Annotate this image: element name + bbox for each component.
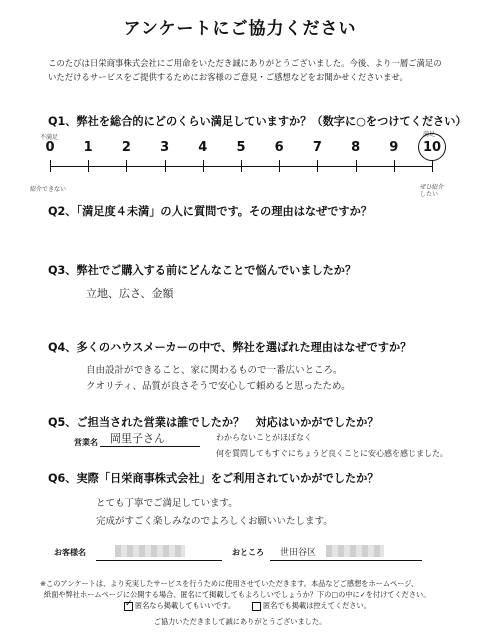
consent-no-label: 匿名でも掲載は控えてください。	[263, 601, 371, 610]
scale-number-1[interactable]: 1	[83, 140, 93, 155]
footer-note-1: ※このアンケートは、より充実したサービスを行うために使用させていただきます。本品などご感想をホームページ、	[40, 579, 419, 588]
q4-answer-2: クオリティ、品質が良さそうで安心して頼めると思ったため。	[86, 381, 351, 392]
footer-note-2: 紙面や弊社ホームページに公開する場合、匿名にて掲載してもよろしいでしょうか？下の□の中に✓を付けてください。	[44, 590, 431, 599]
thanks-text: ご協力いただきまして誠にありがとうございました。	[153, 617, 327, 626]
consent-no-checkbox[interactable]	[252, 602, 261, 611]
scale-tick	[432, 160, 433, 172]
q5-answer-1: わからないことがほぼなく	[216, 433, 312, 442]
sales-name-value: 岡里子さん	[110, 432, 165, 445]
scale-left-top: 不満足	[40, 134, 59, 141]
q1-label: Q1、弊社を総合的にどのくらい満足していますか？（数字に○をつけてください）	[48, 115, 467, 128]
q3-label: Q3、弊社でご購入する前にどんなことで悩んでいましたか？	[48, 264, 357, 277]
address-underline	[270, 560, 422, 561]
scale-line	[50, 166, 432, 167]
q4-label: Q4、多くのハウスメーカーの中で、弊社を選ばれた理由はなぜですか？	[48, 341, 412, 354]
customer-name-label: お客様名	[54, 548, 86, 557]
scale-number-9[interactable]: 9	[389, 140, 399, 155]
consent-yes-option[interactable]	[124, 598, 236, 611]
scale-left-bottom: 紹介できない	[30, 186, 67, 193]
sales-name-label: 営業名	[74, 438, 98, 447]
consent-yes-checkbox[interactable]: ✓	[125, 598, 133, 609]
intro-text: このたびは日栄商事株式会社にご用命をいただき誠にありがとうございました。今後、より一層ご満足のいただけるサービスをご提供するためにお客様のご意見・ご感想などをお聞かせくださいませ。	[48, 58, 442, 82]
scale-number-5[interactable]: 5	[236, 140, 246, 155]
scale-number-2[interactable]: 2	[121, 140, 131, 155]
q5-answer-2: 何を質問してもすぐにちょうど良くことに安心感を感じました。	[216, 449, 448, 458]
scale-number-8[interactable]: 8	[351, 140, 361, 155]
consent-no-option[interactable]	[252, 601, 371, 611]
address-redacted	[326, 545, 384, 557]
address-value: 世田谷区	[280, 548, 317, 558]
survey-title: アンケートにご協力ください	[123, 19, 357, 39]
scale-number-0[interactable]: 0	[45, 140, 55, 155]
q2-label: Q2、「満足度４未満」の人に質問です。その理由はなぜですか？	[48, 205, 373, 218]
q6-answer-1: とても丁寧でご満足しています。	[96, 498, 238, 509]
selected-score-circle	[418, 133, 446, 161]
customer-name-underline	[96, 560, 222, 561]
scale-number-10[interactable]: 10	[422, 140, 442, 155]
q4-answer-1: 自由設計ができること、家に関わるもので一番広いところ。	[86, 365, 343, 376]
q6-answer-2: 完成がすごく楽しみなのでよろしくお願いいたします。	[96, 516, 333, 527]
q5-label: Q5、ご担当された営業は誰でしたか？ 対応はいかがでしたか？	[48, 416, 379, 429]
scale-right-top: 満足	[423, 131, 436, 138]
customer-name-redacted	[115, 545, 185, 557]
sales-name-underline	[100, 446, 200, 447]
address-label: おところ	[232, 548, 264, 557]
scale-number-7[interactable]: 7	[312, 140, 322, 155]
scale-right-bottom: ぜひ紹介したい	[420, 184, 445, 198]
q3-answer: 立地、広さ、金額	[86, 287, 174, 300]
consent-yes-label: 匿名なら掲載してもいいです。	[135, 601, 236, 610]
scale-number-3[interactable]: 3	[160, 140, 170, 155]
scale-number-6[interactable]: 6	[274, 140, 284, 155]
q6-label: Q6、実際「日栄商事株式会社」をご利用されていかがでしたか？	[48, 472, 379, 485]
scale-number-4[interactable]: 4	[198, 140, 208, 155]
